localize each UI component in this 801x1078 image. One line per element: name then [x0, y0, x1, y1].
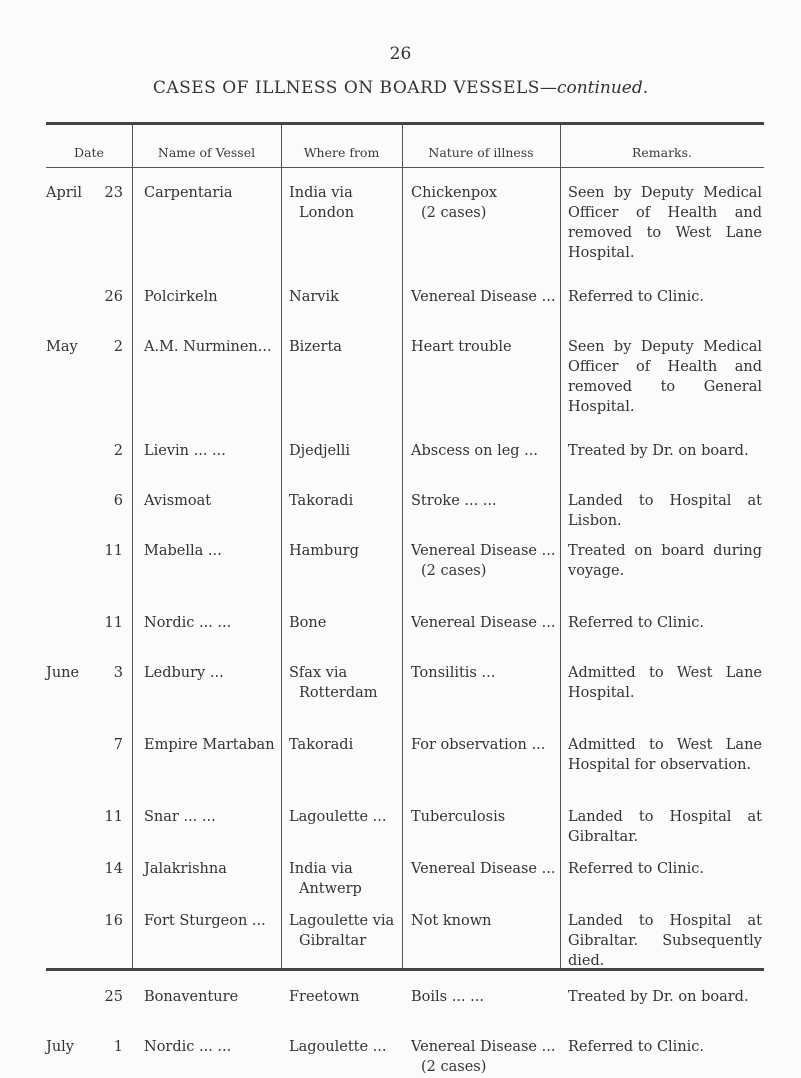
header-vessel: Name of Vessel [157, 145, 256, 160]
header-rule [46, 167, 764, 168]
remarks: Landed to Hospital at Lisbon. [568, 493, 762, 529]
date-day: 2 [113, 443, 123, 459]
where-from [289, 859, 399, 899]
remarks: Admitted to West Lane Hospital for observation. [568, 737, 762, 773]
nature-of-illness [411, 491, 556, 511]
date-day: 14 [104, 861, 123, 877]
vessel-name: Jalakrishna [144, 861, 227, 877]
where-from-line-1: India via [289, 861, 353, 877]
nature-line-1: Venereal Disease ... [411, 861, 556, 877]
where-from-line-2: Rotterdam [299, 685, 378, 701]
nature-of-illness [411, 613, 556, 633]
vessel-name: Polcirkeln [144, 289, 218, 305]
where-from-line-1: Bone [289, 615, 327, 631]
where-from-line-2: Gibraltar [299, 933, 367, 949]
date-day: 23 [104, 185, 123, 201]
where-from-line-1: Takoradi [289, 493, 354, 509]
nature-line-1: Venereal Disease ... [411, 615, 556, 631]
date-day: 2 [113, 339, 123, 355]
nature-line-1: Venereal Disease ... [411, 289, 556, 305]
column-divider [560, 125, 561, 968]
where-from-line-2: Antwerp [299, 881, 362, 897]
remarks: Landed to Hospital at Gibraltar. [568, 809, 762, 845]
nature-of-illness [411, 441, 556, 461]
nature-of-illness [411, 859, 556, 879]
date-day: 7 [113, 737, 123, 753]
remarks: Referred to Clinic. [568, 615, 705, 631]
date-day: 1 [113, 1039, 123, 1055]
where-from-line-1: Takoradi [289, 737, 354, 753]
title-suffix: —continued. [539, 78, 649, 98]
where-from [289, 807, 399, 827]
vessel-name: Nordic ... ... [144, 615, 232, 631]
nature-line-1: Venereal Disease ... [411, 543, 556, 559]
where-from [289, 441, 399, 461]
column-divider [132, 125, 133, 968]
nature-line-1: For observation ... [411, 737, 546, 753]
date-day: 16 [104, 913, 123, 929]
where-from-line-1: Lagoulette via [289, 913, 395, 929]
date-day: 6 [113, 493, 123, 509]
nature-of-illness [411, 337, 556, 357]
illness-table [46, 122, 764, 1075]
vessel-name: Lievin ... ... [144, 443, 226, 459]
nature-line-2: (2 cases) [421, 1059, 487, 1075]
remarks: Admitted to West Lane Hospital. [568, 665, 762, 701]
nature-line-1: Stroke ... ... [411, 493, 497, 509]
date-day: 26 [104, 289, 123, 305]
nature-of-illness [411, 987, 556, 1007]
vessel-name: Carpentaria [144, 185, 233, 201]
header-nature: Nature of illness [428, 145, 534, 160]
where-from [289, 287, 399, 307]
nature-of-illness [411, 1037, 556, 1077]
remarks: Treated by Dr. on board. [568, 989, 749, 1005]
where-from-line-1: Djedjelli [289, 443, 350, 459]
nature-line-2: (2 cases) [421, 205, 487, 221]
date-day: 11 [104, 543, 123, 559]
remarks: Seen by Deputy Medical Officer of Health and removed to West Lane Hospital. [568, 185, 762, 261]
where-from-line-1: India via [289, 185, 353, 201]
header-remarks: Remarks. [631, 145, 693, 160]
date-day: 11 [104, 615, 123, 631]
where-from [289, 541, 399, 561]
title-main: CASES OF ILLNESS ON BOARD VESSELS [152, 78, 540, 98]
nature-line-1: Chickenpox [411, 185, 498, 201]
where-from-line-1: Lagoulette ... [289, 1039, 387, 1055]
where-from [289, 735, 399, 755]
nature-line-2: (2 cases) [421, 563, 487, 579]
date-month: July [46, 1039, 74, 1055]
nature-line-1: Tonsilitis ... [411, 665, 496, 681]
where-from-line-2: London [299, 205, 355, 221]
page-title [0, 78, 801, 98]
column-divider [281, 125, 282, 968]
nature-line-1: Venereal Disease ... [411, 1039, 556, 1055]
column-divider [402, 125, 403, 968]
vessel-name: Mabella ... [144, 543, 222, 559]
vessel-name: Avismoat [144, 493, 212, 509]
nature-line-1: Abscess on leg ... [411, 443, 539, 459]
nature-of-illness [411, 911, 556, 931]
nature-of-illness [411, 287, 556, 307]
date-month: May [46, 339, 78, 355]
date-day: 11 [104, 809, 123, 825]
where-from-line-1: Freetown [289, 989, 360, 1005]
where-from [289, 183, 399, 223]
nature-of-illness [411, 183, 556, 223]
vessel-name: Ledbury ... [144, 665, 224, 681]
date-day: 25 [104, 989, 123, 1005]
vessel-name: Nordic ... ... [144, 1039, 232, 1055]
where-from [289, 337, 399, 357]
where-from-line-1: Lagoulette ... [289, 809, 387, 825]
where-from [289, 911, 399, 951]
nature-line-1: Tuberculosis [411, 809, 506, 825]
remarks: Referred to Clinic. [568, 289, 705, 305]
page-number: 26 [389, 44, 412, 64]
nature-of-illness [411, 663, 556, 683]
vessel-name: A.M. Nurminen... [144, 339, 272, 355]
date-day: 3 [113, 665, 123, 681]
vessel-name: Snar ... ... [144, 809, 216, 825]
date-month: April [46, 185, 82, 201]
nature-line-1: Heart trouble [411, 339, 512, 355]
remarks: Referred to Clinic. [568, 1039, 705, 1055]
date-month: June [46, 665, 80, 681]
where-from [289, 663, 399, 703]
where-from [289, 1037, 399, 1057]
vessel-name: Fort Sturgeon ... [144, 913, 266, 929]
vessel-name: Bonaventure [144, 989, 239, 1005]
header-date: Date [74, 145, 104, 160]
nature-of-illness [411, 807, 556, 827]
where-from [289, 613, 399, 633]
remarks: Seen by Deputy Medical Officer of Health and removed to General Hospital. [568, 339, 762, 415]
remarks: Landed to Hospital at Gibraltar. Subsequently died. [568, 913, 762, 969]
remarks: Treated by Dr. on board. [568, 443, 749, 459]
where-from [289, 987, 399, 1007]
nature-of-illness [411, 735, 556, 755]
where-from-line-1: Sfax via [289, 665, 348, 681]
where-from-line-1: Narvik [289, 289, 339, 305]
where-from [289, 491, 399, 511]
remarks: Referred to Clinic. [568, 861, 705, 877]
nature-of-illness [411, 541, 556, 581]
header-where-from: Where from [303, 145, 380, 160]
where-from-line-1: Hamburg [289, 543, 359, 559]
nature-line-1: Boils ... ... [411, 989, 484, 1005]
where-from-line-1: Bizerta [289, 339, 342, 355]
vessel-name: Empire Martaban [144, 737, 275, 753]
remarks: Treated on board during voyage. [568, 543, 762, 579]
nature-line-1: Not known [411, 913, 492, 929]
